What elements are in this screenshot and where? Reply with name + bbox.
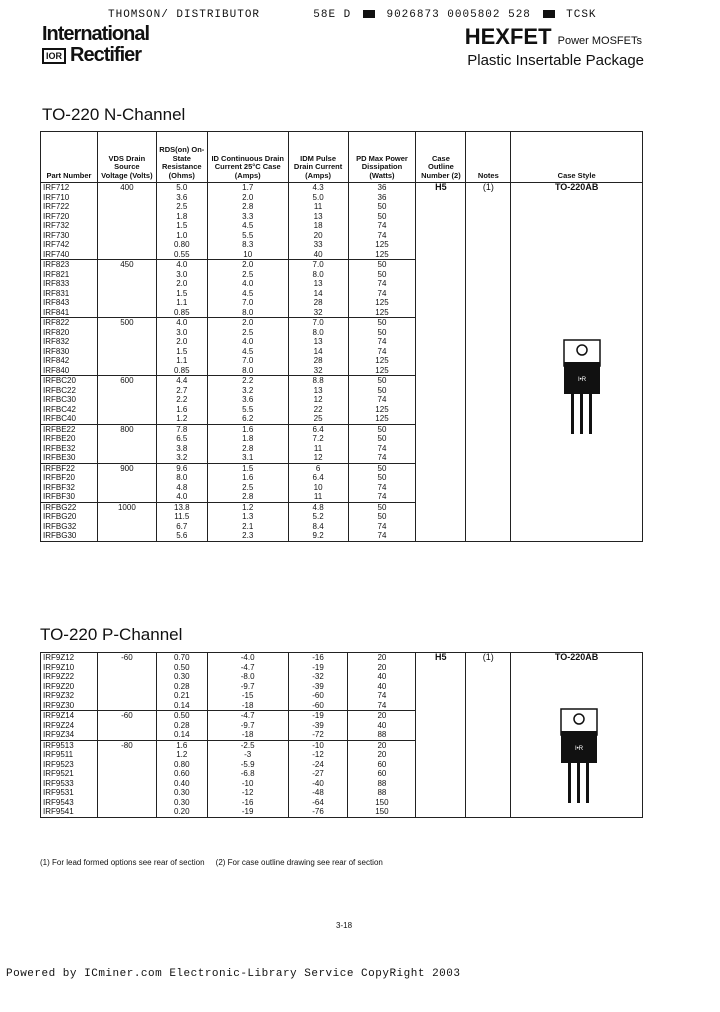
col-id: ID Continuous Drain Current 25°C Case (Amps) bbox=[207, 132, 288, 183]
vds-cell: -80 bbox=[97, 740, 156, 817]
vds-cell: 600 bbox=[97, 376, 156, 425]
rds-cell: 9.6 8.0 4.8 4.0 bbox=[156, 463, 207, 502]
id-cell: 1.6 1.8 2.8 3.1 bbox=[207, 424, 288, 463]
idm-cell: 7.0 8.0 13 14 28 32 bbox=[288, 318, 348, 376]
rds-cell: 4.0 3.0 2.0 1.5 1.1 0.85 bbox=[156, 260, 207, 318]
section-title-p-channel: TO-220 P-Channel bbox=[40, 625, 183, 644]
part-number-cell: IRF9Z12 IRF9Z10 IRF9Z22 IRF9Z20 IRF9Z32 IRF9Z30 bbox=[41, 653, 98, 711]
p-channel-table bbox=[40, 652, 643, 818]
idm-cell: 4.8 5.2 8.4 9.2 bbox=[288, 502, 348, 541]
rds-cell: 1.6 1.2 0.80 0.60 0.40 0.30 0.30 0.20 bbox=[156, 740, 207, 817]
id-cell: 1.5 1.6 2.5 2.8 bbox=[207, 463, 288, 502]
to220-package-icon bbox=[560, 338, 606, 438]
idm-cell: 4.3 5.0 11 13 18 20 33 40 bbox=[288, 183, 348, 260]
pd-cell: 20 20 40 40 74 74 bbox=[348, 653, 416, 711]
rds-cell: 0.50 0.28 0.14 bbox=[156, 711, 207, 741]
vds-cell: 1000 bbox=[97, 502, 156, 541]
part-number-cell: IRF823 IRF821 IRF833 IRF831 IRF843 IRF841 bbox=[41, 260, 98, 318]
footnotes: (1) For lead formed options see rear of section (2) For case outline drawing see rear of section bbox=[40, 858, 383, 867]
col-style: Case Style bbox=[511, 132, 643, 183]
vds-cell: 900 bbox=[97, 463, 156, 502]
idm-cell: 6 6.4 10 11 bbox=[288, 463, 348, 502]
part-group-row bbox=[41, 183, 643, 260]
idm-cell: 8.8 13 12 22 25 bbox=[288, 376, 348, 425]
id-cell: -4.0 -4.7 -8.0 -9.7 -15 -18 bbox=[207, 653, 288, 711]
product-title: HEXFET Power MOSFETs bbox=[464, 24, 642, 49]
vds-cell: 500 bbox=[97, 318, 156, 376]
col-vds: VDS Drain Source Voltage (Volts) bbox=[97, 132, 156, 183]
id-cell: 2.0 2.5 4.0 4.5 7.0 8.0 bbox=[207, 260, 288, 318]
pd-cell: 50 50 74 125 125 bbox=[348, 376, 416, 425]
id-cell: 2.2 3.2 3.6 5.5 6.2 bbox=[207, 376, 288, 425]
col-rds: RDS(on) On-State Resistance (Ohms) bbox=[156, 132, 207, 183]
rds-cell: 7.8 6.5 3.8 3.2 bbox=[156, 424, 207, 463]
pd-cell: 50 50 74 74 bbox=[348, 424, 416, 463]
pd-cell: 50 50 74 74 bbox=[348, 502, 416, 541]
pd-cell: 20 20 60 60 88 88 150 150 bbox=[348, 740, 416, 817]
col-part: Part Number bbox=[41, 132, 98, 183]
case-style-cell: TO-220AB bbox=[511, 183, 643, 542]
id-cell: -4.7 -9.7 -18 bbox=[207, 711, 288, 741]
pd-cell: 50 50 74 74 bbox=[348, 463, 416, 502]
idm-cell: -16 -19 -32 -39 -60 -60 bbox=[288, 653, 348, 711]
idm-cell: -10 -12 -24 -27 -40 -48 -64 -76 bbox=[288, 740, 348, 817]
col-notes: Notes bbox=[466, 132, 511, 183]
rds-cell: 5.0 3.6 2.5 1.8 1.5 1.0 0.80 0.55 bbox=[156, 183, 207, 260]
case-outline-cell: H5 bbox=[416, 653, 466, 818]
vds-cell: 400 bbox=[97, 183, 156, 260]
distributor-stamp: THOMSON/ DISTRIBUTOR 58E D 9026873 0005802 528 TCSK bbox=[108, 9, 597, 21]
svg-text:I•R: I•R bbox=[574, 746, 584, 752]
part-number-cell: IRFBE22 IRFBE20 IRFBE32 IRFBE30 bbox=[41, 424, 98, 463]
col-idm: IDM Pulse Drain Current (Amps) bbox=[288, 132, 348, 183]
pd-cell: 50 50 74 74 125 125 bbox=[348, 318, 416, 376]
rds-cell: 0.70 0.50 0.30 0.28 0.21 0.14 bbox=[156, 653, 207, 711]
page-number: 3-18 bbox=[336, 921, 353, 930]
part-number-cell: IRF822 IRF820 IRF832 IRF830 IRF842 IRF840 bbox=[41, 318, 98, 376]
id-cell: 1.2 1.3 2.1 2.3 bbox=[207, 502, 288, 541]
idm-cell: 7.0 8.0 13 14 28 32 bbox=[288, 260, 348, 318]
pd-cell: 50 50 74 74 125 125 bbox=[348, 260, 416, 318]
vds-cell: 450 bbox=[97, 260, 156, 318]
idm-cell: 6.4 7.2 11 12 bbox=[288, 424, 348, 463]
ir-logo: IOR bbox=[42, 48, 66, 64]
part-number-cell: IRFBF22 IRFBF20 IRFBF32 IRFBF30 bbox=[41, 463, 98, 502]
part-group-row bbox=[41, 653, 643, 711]
part-number-cell: IRFBC20 IRFBC22 IRFBC30 IRFBC42 IRFBC40 bbox=[41, 376, 98, 425]
case-style-cell: TO-220AB bbox=[511, 653, 643, 818]
col-pd: PD Max Power Dissipation (Watts) bbox=[348, 132, 416, 183]
to220-package-icon bbox=[557, 707, 603, 807]
part-number-cell: IRF712 IRF710 IRF722 IRF720 IRF732 IRF730 IRF742 IRF740 bbox=[41, 183, 98, 260]
notes-cell: (1) bbox=[466, 183, 511, 542]
part-number-cell: IRFBG22 IRFBG20 IRFBG32 IRFBG30 bbox=[41, 502, 98, 541]
pd-cell: 36 36 50 50 74 74 125 125 bbox=[348, 183, 416, 260]
page-subtitle: Plastic Insertable Package bbox=[467, 52, 644, 69]
col-case: Case Outline Number (2) bbox=[416, 132, 466, 183]
brand-name-line2: IOR Rectifier bbox=[42, 44, 141, 67]
part-number-cell: IRF9Z14 IRF9Z24 IRF9Z34 bbox=[41, 711, 98, 741]
id-cell: -2.5 -3 -5.9 -6.8 -10 -12 -16 -19 bbox=[207, 740, 288, 817]
rds-cell: 13.8 11.5 6.7 5.6 bbox=[156, 502, 207, 541]
svg-text:I•R: I•R bbox=[577, 377, 587, 383]
id-cell: 1.7 2.0 2.8 3.3 4.5 5.5 8.3 10 bbox=[207, 183, 288, 260]
n-channel-table bbox=[40, 131, 643, 542]
part-number-cell: IRF9513 IRF9511 IRF9523 IRF9521 IRF9533 IRF9531 IRF9543 IRF9541 bbox=[41, 740, 98, 817]
vds-cell: 800 bbox=[97, 424, 156, 463]
rds-cell: 4.0 3.0 2.0 1.5 1.1 0.85 bbox=[156, 318, 207, 376]
vds-cell: -60 bbox=[97, 711, 156, 741]
idm-cell: -19 -39 -72 bbox=[288, 711, 348, 741]
rds-cell: 4.4 2.7 2.2 1.6 1.2 bbox=[156, 376, 207, 425]
vds-cell: -60 bbox=[97, 653, 156, 711]
notes-cell: (1) bbox=[466, 653, 511, 818]
id-cell: 2.0 2.5 4.0 4.5 7.0 8.0 bbox=[207, 318, 288, 376]
section-title-n-channel: TO-220 N-Channel bbox=[42, 105, 186, 124]
footer-credit: Powered by ICminer.com Electronic-Library Service CopyRight 2003 bbox=[6, 968, 461, 980]
pd-cell: 20 40 88 bbox=[348, 711, 416, 741]
case-outline-cell: H5 bbox=[416, 183, 466, 542]
brand-name: International bbox=[42, 23, 150, 45]
